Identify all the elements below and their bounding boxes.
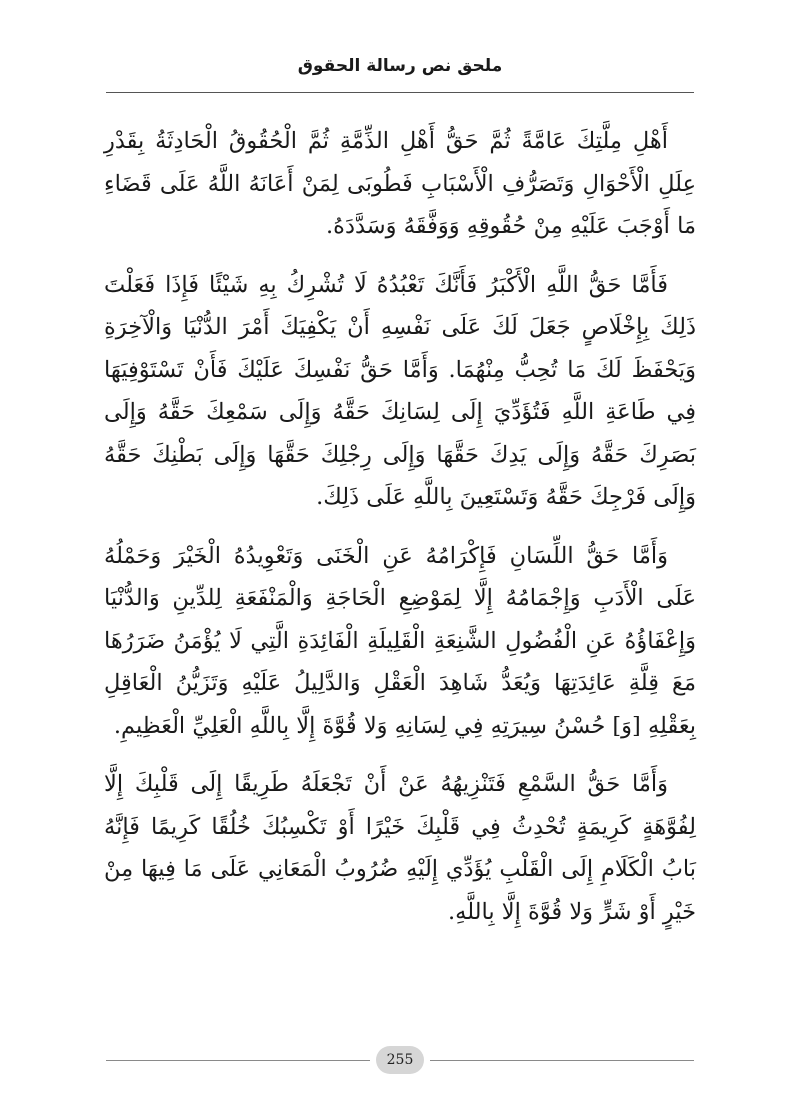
page-footer bbox=[106, 1044, 694, 1074]
running-header: ملحق نص رسالة الحقوق bbox=[297, 56, 503, 76]
footer-rule-left bbox=[106, 1060, 370, 1061]
body-text bbox=[104, 120, 696, 949]
footer-rule-right bbox=[430, 1060, 694, 1061]
page-number-badge: 255 bbox=[376, 1046, 424, 1074]
header-divider bbox=[106, 92, 694, 93]
paragraph-4: وَأَمَّا حَقُّ السَّمْعِ فَتَنْزِيهُهُ عَنْ أَنْ تَجْعَلَهُ طَرِيقًا إِلَى قَلْبِكَ إِلَّا لِفُوَّهَةٍ كَرِيمَةٍ تُحْدِثُ فِي قَلْبِكَ خَيْرًا أَوْ تَكْسِبُكَ خُلُقًا كَرِيمًا فَإِنَّهُ بَابُ الْكَلَامِ إِلَى الْقَلْبِ يُؤَدِّي إِلَيْهِ ضُرُوبُ الْمَعَانِي عَلَى مَا فِيهَا مِنْ خَيْرٍ أَوْ شَرٍّ وَلا قُوَّةَ إِلَّا بِاللَّهِ. bbox=[104, 771, 696, 925]
paragraph-1: أَهْلِ مِلَّتِكَ عَامَّةً ثُمَّ حَقُّ أَهْلِ الذِّمَّةِ ثُمَّ الْحُقُوقُ الْحَادِثَةُ بِقَدْرِ عِلَلِ الْأَحْوَالِ وَتَصَرُّفِ الْأَسْبَابِ فَطُوبَى لِمَنْ أَعَانَهُ اللَّهُ عَلَى قَضَاءِ مَا أَوْجَبَ عَلَيْهِ مِنْ حُقُوقِهِ وَوَفَّقَهُ وَسَدَّدَهُ. bbox=[104, 128, 696, 239]
paragraph-2: فَأَمَّا حَقُّ اللَّهِ الْأَكْبَرُ فَأَنَّكَ تَعْبُدُهُ لَا تُشْرِكُ بِهِ شَيْئًا فَإِذَا فَعَلْتَ ذَلِكَ بِإِخْلَاصٍ جَعَلَ لَكَ عَلَى نَفْسِهِ أَنْ يَكْفِيَكَ أَمْرَ الدُّنْيَا وَالْآخِرَةِ وَيَحْفَظَ لَكَ مَا تُحِبُّ مِنْهُمَا. وَأَمَّا حَقُّ نَفْسِكَ عَلَيْكَ فَأَنْ تَسْتَوْفِيَهَا فِي طَاعَةِ اللَّهِ فَتُؤَدِّيَ إِلَى لِسَانِكَ حَقَّهُ وَإِلَى سَمْعِكَ حَقَّهُ وَإِلَى بَصَرِكَ حَقَّهُ وَإِلَى يَدِكَ حَقَّهَا وَإِلَى رِجْلِكَ حَقَّهَا وَإِلَى بَطْنِكَ حَقَّهُ وَإِلَى فَرْجِكَ حَقَّهُ وَتَسْتَعِينَ بِاللَّهِ عَلَى ذَلِكَ. bbox=[104, 271, 696, 510]
paragraph-3: وَأَمَّا حَقُّ اللِّسَانِ فَإِكْرَامُهُ عَنِ الْخَنَى وَتَعْوِيدُهُ الْخَيْرَ وَحَمْلُهُ عَلَى الْأَدَبِ وَإِجْمَامُهُ إِلَّا لِمَوْضِعِ الْحَاجَةِ وَالْمَنْفَعَةِ لِلدِّينِ وَالدُّنْيَا وَإِعْفَاؤُهُ عَنِ الْفُضُولِ الشَّنِعَةِ الْقَلِيلَةِ الْفَائِدَةِ الَّتِي لَا يُؤْمَنُ ضَرَرُهَا مَعَ قِلَّةِ عَائِدَتِهَا وَيُعَدُّ شَاهِدَ الْعَقْلِ وَالدَّلِيلُ عَلَيْهِ وَتَزَيُّنُ الْعَاقِلِ بِعَقْلِهِ [وَ] حُسْنُ سِيرَتِهِ فِي لِسَانِهِ وَلا قُوَّةَ إِلَّا بِاللَّهِ الْعَلِيِّ الْعَظِيمِ. bbox=[104, 542, 696, 739]
